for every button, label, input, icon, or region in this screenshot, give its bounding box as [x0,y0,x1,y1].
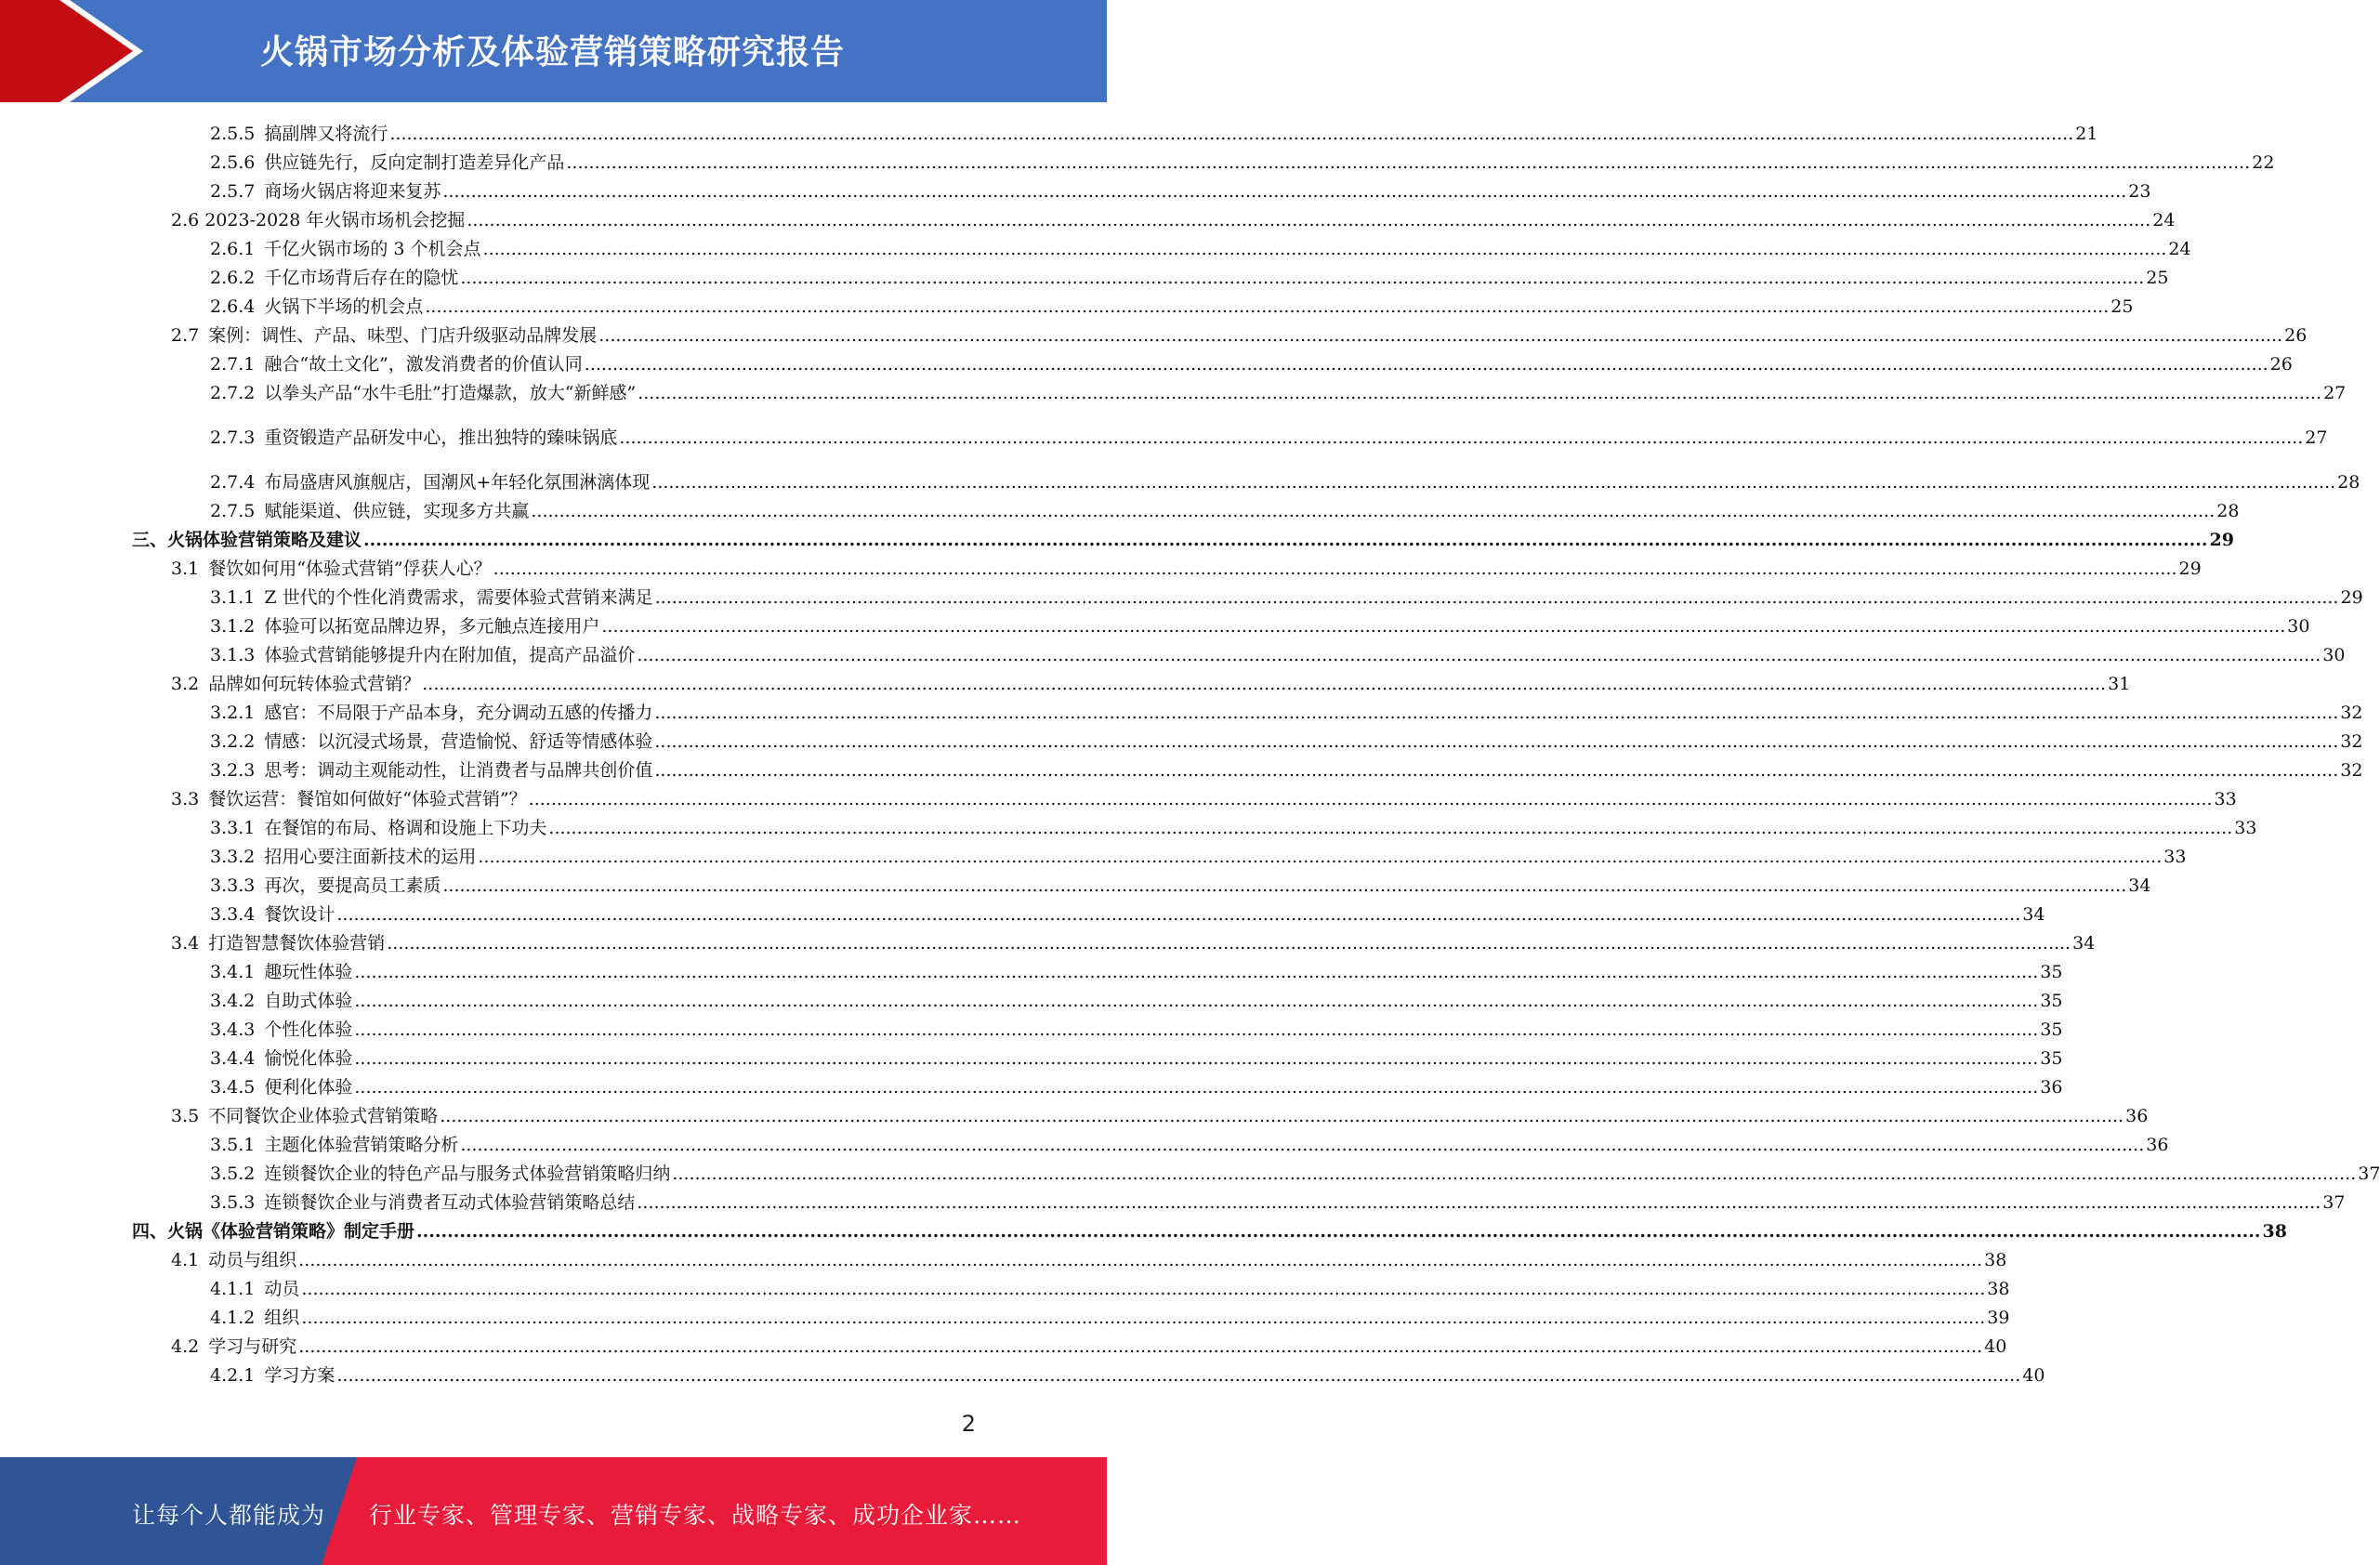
toc-entry-number: 2.5.6 [210,152,256,173]
toc-entry-page: 38 [1984,1250,2007,1270]
footer-slogan-right: 行业专家、管理专家、营销专家、战略专家、成功企业家…… [369,1502,1022,1529]
toc-entry-number: 2.7.4 [210,472,256,493]
toc-entry[interactable] [210,611,2310,638]
toc-entry-number: 4.1.2 [210,1308,256,1328]
toc-dot-leader: ............................................................................................................................................................................................................................................................................................................ [387,933,2071,953]
toc-entry-page: 33 [2163,847,2187,867]
toc-entry-number: 3.2.2 [210,731,256,752]
toc-dot-leader: ............................................................................................................................................................................................................................................................................................................ [442,181,2127,202]
toc-dot-leader: ............................................................................................................................................................................................................................................................................................................ [425,296,2110,317]
toc-dot-leader: ............................................................................................................................................................................................................................................................................................................ [672,1164,2357,1184]
toc-entry-title: 情感：以沉浸式场景，营造愉悦、舒适等情感体验 [264,731,653,752]
toc-entry-title: 主题化体验营销策略分析 [264,1135,459,1155]
toc-entry[interactable] [210,1158,2380,1186]
toc-entry-number: 3.4 [171,933,200,953]
toc-dot-leader: ............................................................................................................................................................................................................................................................................................................ [619,427,2304,448]
toc-entry-title: 思考：调动主观能动性，让消费者与品牌共创价值 [264,760,653,781]
toc-dot-leader: ............................................................................................................................................................................................................................................................................................................ [460,268,2145,288]
toc-entry-title: Z 世代的个性化消费需求，需要体验式营销来满足 [264,587,653,608]
toc-entry-title: 打造智慧餐饮体验营销 [208,933,386,953]
toc-dot-leader: ............................................................................................................................................................................................................................................................................................................ [336,904,2021,925]
toc-entry-title: 布局盛唐风旗舰店，国潮风+年轻化氛围淋漓体现 [264,472,651,493]
toc-entry-title: 赋能渠道、供应链，实现多方共赢 [264,501,530,521]
toc-entry-page: 38 [2262,1221,2287,1242]
toc-entry-number: 3.3.2 [210,847,256,867]
toc-entry-title: 动员 [264,1279,300,1299]
toc-entry-page: 36 [2040,1077,2063,1098]
toc-entry-page: 24 [2168,239,2191,259]
toc-entry-page: 30 [2287,616,2310,637]
toc-entry-title: 便利化体验 [264,1077,353,1098]
toc-entry[interactable] [210,726,2363,754]
toc-entry-page: 25 [2146,268,2169,288]
toc-entry[interactable] [210,639,2346,667]
toc-entry-number: 3.3.1 [210,818,256,838]
toc-dot-leader: ............................................................................................................................................................................................................................................................................................................ [354,1048,2039,1069]
toc-dot-leader: ............................................................................................................................................................................................................................................................................................................ [460,1135,2145,1155]
toc-dot-leader: ............................................................................................................................................................................................................................................................................................................ [654,760,2339,781]
toc-dot-leader: ............................................................................................................................................................................................................................................................................................................ [389,124,2074,144]
toc-entry-number: 2.6.4 [210,296,256,317]
toc-entry-number: 四、 [132,1221,168,1242]
toc-entry-title: 自助式体验 [264,991,353,1011]
toc-entry-title: 再次，要提高员工素质 [264,875,441,896]
toc-entry-title: 连锁餐饮企业与消费者互动式体验营销策略总结 [264,1192,636,1213]
toc-entry-title: 供应链先行，反向定制打造差异化产品 [264,152,565,173]
toc-entry[interactable] [171,927,2096,955]
toc-dot-leader: ............................................................................................................................................................................................................................................................................................................ [467,210,2151,230]
toc-entry[interactable] [210,349,2293,376]
toc-entry-page: 33 [2214,789,2237,809]
toc-dot-leader: ............................................................................................................................................................................................................................................................................................................ [354,1019,2039,1040]
toc-entry-title: 学习方案 [264,1365,335,1386]
toc-entry-number: 4.1.1 [210,1279,256,1299]
toc-entry-number: 3.1.2 [210,616,256,637]
toc-entry-number: 4.2.1 [210,1365,256,1386]
toc-entry-number: 3.4.3 [210,1019,256,1040]
toc-entry-title: 餐饮设计 [264,904,335,925]
toc-entry-page: 21 [2075,124,2098,144]
report-title: 火锅市场分析及体验营销策略研究报告 [260,33,846,72]
toc-entry-title: 重资锻造产品研发中心，推出独特的臻味锅底 [264,427,618,448]
toc-entry-number: 2.5.5 [210,124,256,144]
toc-entry-number: 2.6 [171,210,200,230]
toc-entry[interactable] [210,1360,2045,1387]
toc-dot-leader: ............................................................................................................................................................................................................................................................................................................ [336,1365,2021,1386]
toc-dot-leader: ............................................................................................................................................................................................................................................................................................................ [637,645,2321,665]
toc-entry-page: 29 [2209,530,2234,550]
toc-entry-title: 感官：不局限于产品本身，充分调动五感的传播力 [264,703,653,723]
toc-entry-title: 火锅下半场的机会点 [264,296,424,317]
toc-entry-page: 25 [2110,296,2134,317]
toc-entry-page: 26 [2269,354,2293,375]
toc-entry-number: 2.7.5 [210,501,256,521]
toc-entry-number: 3.4.1 [210,962,256,982]
toc-entry-title: 不同餐饮企业体验式营销策略 [208,1106,439,1126]
toc-entry-number: 3.4.4 [210,1048,256,1069]
toc-entry-page: 26 [2284,325,2308,346]
toc-entry-page: 28 [2337,472,2360,493]
toc-entry-page: 28 [2216,501,2240,521]
toc-entry-number: 3.2.3 [210,760,256,781]
toc-entry-page: 23 [2128,181,2151,202]
toc-entry-page: 32 [2340,760,2363,781]
toc-entry[interactable] [210,755,2363,782]
toc-entry[interactable] [171,1331,2007,1359]
toc-entry[interactable] [210,291,2134,319]
toc-entry[interactable] [210,495,2240,523]
toc-entry-number: 3.3.3 [210,875,256,896]
toc-entry-title: 动员与组织 [208,1250,297,1270]
toc-entry[interactable] [210,1273,2010,1301]
toc-entry-title: 餐饮如何用“体验式营销”俘获人心？ [208,559,492,579]
toc-entry[interactable] [210,985,2063,1013]
toc-entry-number: 2.7 [171,325,200,346]
toc-dot-leader: ............................................................................................................................................................................................................................................................................................................ [354,991,2039,1011]
toc-entry-page: 29 [2178,559,2202,579]
toc-entry[interactable] [210,422,2328,450]
toc-entry-number: 3.3.4 [210,904,256,925]
toc-entry-number: 3.3 [171,789,200,809]
toc-entry[interactable] [171,668,2131,696]
toc-entry-number: 2.7.2 [210,383,256,403]
toc-dot-leader: ............................................................................................................................................................................................................................................................................................................ [654,731,2339,752]
toc-entry-title: 商场火锅店将迎来复苏 [264,181,441,202]
toc-entry-number: 4.1 [171,1250,200,1270]
toc-entry[interactable] [210,176,2151,204]
toc-entry-title: 在餐馆的布局、格调和设施上下功夫 [264,818,547,838]
toc-entry[interactable] [210,582,2363,610]
toc-dot-leader: ............................................................................................................................................................................................................................................................................................................ [478,847,2163,867]
toc-entry-page: 31 [2108,674,2131,694]
toc-entry-number: 3.4.5 [210,1077,256,1098]
toc-entry-number: 3.5 [171,1106,200,1126]
toc-entry[interactable] [210,870,2151,898]
toc-entry[interactable] [210,841,2187,869]
toc-entry[interactable] [132,524,2234,552]
toc-entry-number: 3.5.1 [210,1135,256,1155]
toc-dot-leader: ............................................................................................................................................................................................................................................................................................................ [298,1250,1983,1270]
toc-entry-number: 3.1 [171,559,200,579]
toc-entry-title: 个性化体验 [264,1019,353,1040]
toc-entry[interactable] [210,899,2045,927]
toc-entry-number: 3.5.3 [210,1192,256,1213]
page-header [0,0,1107,102]
toc-entry-title: 千亿市场背后存在的隐忧 [264,268,459,288]
toc-dot-leader: ............................................................................................................................................................................................................................................................................................................ [598,325,2283,346]
toc-entry-page: 40 [1984,1336,2007,1357]
toc-entry[interactable] [210,147,2275,175]
toc-dot-leader: ............................................................................................................................................................................................................................................................................................................ [354,962,2039,982]
toc-entry[interactable] [171,320,2308,348]
toc-entry-page: 34 [2128,875,2151,896]
toc-entry-page: 33 [2234,818,2257,838]
toc-dot-leader: ............................................................................................................................................................................................................................................................................................................ [566,152,2251,173]
toc-dot-leader: ............................................................................................................................................................................................................................................................................................................ [654,703,2339,723]
toc-entry-page: 30 [2322,645,2346,665]
toc-entry-page: 36 [2146,1135,2169,1155]
toc-entry-number: 2.6.1 [210,239,256,259]
toc-entry-page: 35 [2040,991,2063,1011]
toc-entry-page: 32 [2340,703,2363,723]
toc-entry[interactable] [210,1014,2063,1042]
toc-entry-page: 40 [2022,1365,2045,1386]
toc-entry[interactable] [210,377,2347,405]
toc-entry-page: 38 [1987,1279,2010,1299]
page-footer [0,1457,1107,1565]
toc-dot-leader: ............................................................................................................................................................................................................................................................................................................ [584,354,2268,375]
toc-entry[interactable] [210,697,2363,725]
toc-entry-title: 搞副牌又将流行 [264,124,388,144]
toc-entry-page: 29 [2340,587,2363,608]
toc-dot-leader: ............................................................................................................................................................................................................................................................................................................ [301,1279,1986,1299]
toc-dot-leader: ............................................................................................................................................................................................................................................................................................................ [301,1308,1986,1328]
toc-entry[interactable] [210,956,2063,984]
toc-entry[interactable] [210,233,2191,261]
toc-entry-page: 36 [2125,1106,2149,1126]
toc-entry[interactable] [171,1244,2007,1272]
toc-entry-page: 35 [2040,962,2063,982]
toc-entry[interactable] [210,1302,2010,1330]
toc-entry-title: 学习与研究 [208,1336,297,1357]
toc-entry-page: 37 [2358,1164,2380,1184]
toc-entry[interactable] [210,1187,2346,1215]
toc-entry-page: 27 [2305,427,2328,448]
toc-entry-title: 体验式营销能够提升内在附加值，提高产品溢价 [264,645,636,665]
toc-entry[interactable] [210,1129,2169,1157]
toc-entry-page: 22 [2252,152,2275,173]
toc-entry-page: 32 [2340,731,2363,752]
toc-entry-number: 3.2.1 [210,703,256,723]
toc-dot-leader: ............................................................................................................................................................................................................................................................................................................ [440,1106,2124,1126]
toc-entry[interactable] [132,1216,2287,1243]
toc-entry-title: 案例：调性、产品、味型、门店升级驱动品牌发展 [208,325,598,346]
toc-entry[interactable] [171,1100,2149,1128]
toc-entry[interactable] [210,467,2360,494]
toc-entry-page: 35 [2040,1048,2063,1069]
toc-entry-title: 连锁餐饮企业的特色产品与服务式体验营销策略归纳 [264,1164,671,1184]
toc-entry-title: 愉悦化体验 [264,1048,353,1069]
page-number: 2 [961,1411,976,1437]
toc-entry-page: 24 [2152,210,2176,230]
toc-entry-title: 千亿火锅市场的 3 个机会点 [264,239,481,259]
toc-dot-leader: ............................................................................................................................................................................................................................................................................................................ [637,1192,2321,1213]
toc-entry-page: 39 [1987,1308,2010,1328]
toc-dot-leader: ............................................................................................................................................................................................................................................................................................................ [601,616,2286,637]
toc-dot-leader: ............................................................................................................................................................................................................................................................................................................ [638,383,2322,403]
toc-entry-page: 27 [2323,383,2347,403]
toc-entry[interactable] [210,1043,2063,1071]
toc-entry-title: 招用心要注面新技术的运用 [264,847,477,867]
toc-entry-title: 火锅《体验营销策略》制定手册 [167,1221,415,1242]
toc-entry-title: 组织 [264,1308,300,1328]
header-red-block [0,0,139,102]
toc-entry-number: 3.2 [171,674,200,694]
toc-dot-leader: ............................................................................................................................................................................................................................................................................................................ [442,875,2127,896]
toc-dot-leader: ............................................................................................................................................................................................................................................................................................................ [416,1221,2261,1242]
toc-entry[interactable] [210,262,2169,290]
toc-entry-number: 3.4.2 [210,991,256,1011]
toc-entry-number: 3.1.3 [210,645,256,665]
toc-entry[interactable] [171,204,2176,232]
toc-entry-number: 2.5.7 [210,181,256,202]
toc-entry-page: 37 [2322,1192,2346,1213]
toc-entry[interactable] [210,1072,2063,1099]
toc-dot-leader: ............................................................................................................................................................................................................................................................................................................ [528,789,2213,809]
toc-entry-title: 以拳头产品“水牛毛肚”打造爆款，放大“新鲜感” [264,383,637,403]
toc-entry-title: 体验可以拓宽品牌边界，多元触点连接用户 [264,616,600,637]
toc-entry-number: 3.1.1 [210,587,256,608]
toc-entry-title: 火锅体验营销策略及建议 [167,530,362,550]
toc-dot-leader: ............................................................................................................................................................................................................................................................................................................ [548,818,2233,838]
footer-slogan-left: 让每个人都能成为 [132,1502,326,1529]
toc-dot-leader: ............................................................................................................................................................................................................................................................................................................ [298,1336,1983,1357]
toc-entry-number: 3.5.2 [210,1164,256,1184]
toc-entry[interactable] [210,118,2098,146]
toc-dot-leader: ............................................................................................................................................................................................................................................................................................................ [482,239,2167,259]
toc-entry[interactable] [171,553,2202,581]
toc-dot-leader: ............................................................................................................................................................................................................................................................................................................ [651,472,2336,493]
toc-entry-page: 35 [2040,1019,2063,1040]
toc-entry-number: 2.7.3 [210,427,256,448]
toc-entry-page: 34 [2072,933,2096,953]
toc-dot-leader: ............................................................................................................................................................................................................................................................................................................ [493,559,2177,579]
toc-dot-leader: ............................................................................................................................................................................................................................................................................................................ [422,674,2107,694]
toc-dot-leader: ............................................................................................................................................................................................................................................................................................................ [354,1077,2039,1098]
toc-entry-page: 34 [2022,904,2045,925]
toc-dot-leader: ............................................................................................................................................................................................................................................................................................................ [363,530,2208,550]
toc-entry[interactable] [171,783,2237,811]
toc-entry-number: 2.7.1 [210,354,256,375]
toc-entry-number: 三、 [132,530,168,550]
toc-entry-number: 2.6.2 [210,268,256,288]
toc-dot-leader: ............................................................................................................................................................................................................................................................................................................ [654,587,2339,608]
toc-entry-number: 4.2 [171,1336,200,1357]
toc-entry[interactable] [210,812,2257,840]
toc-entry-title: 2023-2028 年火锅市场机会挖掘 [204,210,466,230]
toc-entry-title: 品牌如何玩转体验式营销？ [208,674,421,694]
toc-entry-title: 融合“故土文化”，激发消费者的价值认同 [264,354,583,375]
toc-entry-title: 趣玩性体验 [264,962,353,982]
toc-dot-leader: ............................................................................................................................................................................................................................................................................................................ [531,501,2216,521]
toc-entry-title: 餐饮运营：餐馆如何做好“体验式营销”？ [208,789,527,809]
